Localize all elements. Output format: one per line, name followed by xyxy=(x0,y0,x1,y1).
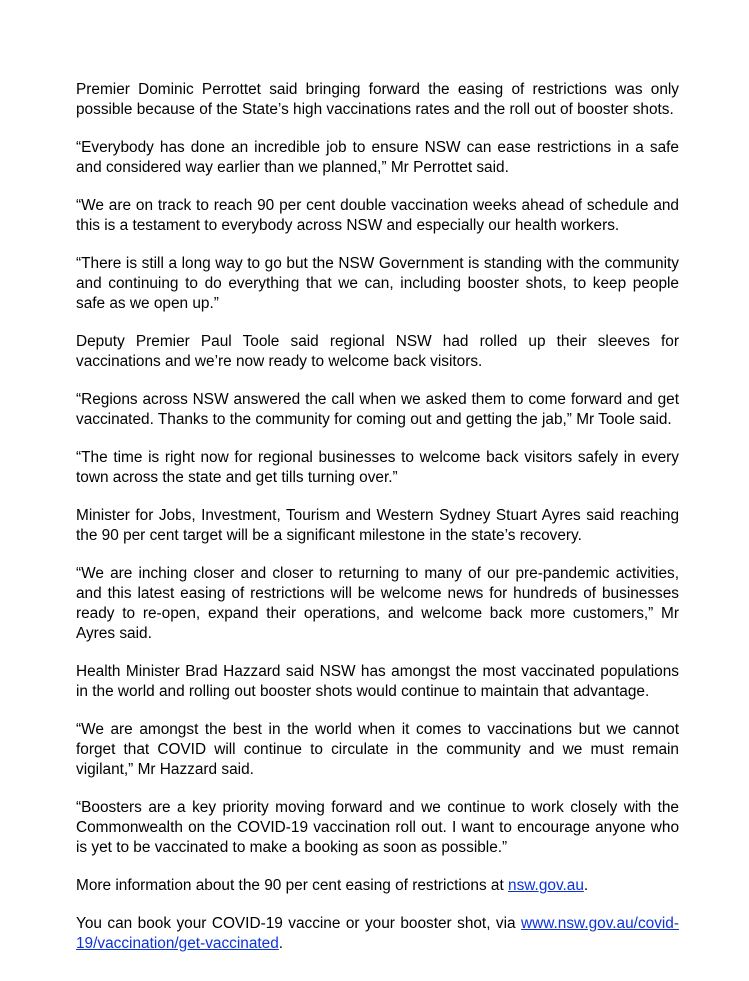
get-vaccinated-link[interactable]: www.nsw.gov.au/covid-19/vaccination/get-vaccinated xyxy=(76,915,679,952)
paragraph-3: “We are on track to reach 90 per cent double vaccination weeks ahead of schedule and this is a testament to everybody across NSW and especially our health workers. xyxy=(76,197,679,234)
booking-suffix: . xyxy=(278,935,284,952)
paragraph-2: “Everybody has done an incredible job to ensure NSW can ease restrictions in a safe and considered way earlier than we planned,” Mr Perrottet said. xyxy=(76,139,679,176)
booking-text: You can book your COVID-19 vaccine or your booster shot, via xyxy=(76,915,522,932)
document-body xyxy=(76,80,679,972)
more-info-suffix: . xyxy=(583,877,589,894)
paragraph-4: “There is still a long way to go but the NSW Government is standing with the community and continuing to do everything that we can, including booster shots, to keep people safe as we open up.” xyxy=(76,255,679,312)
paragraph-8: Minister for Jobs, Investment, Tourism and Western Sydney Stuart Ayres said reaching the 90 per cent target will be a significant milestone in the state’s recovery. xyxy=(76,507,679,544)
more-info-paragraph xyxy=(76,876,679,896)
paragraph-11: “We are amongst the best in the world when it comes to vaccinations but we cannot forget that COVID will continue to circulate in the community and we must remain vigilant,” Mr Hazzard said. xyxy=(76,721,679,778)
paragraph-9: “We are inching closer and closer to returning to many of our pre-pandemic activities, and this latest easing of restrictions will be welcome news for hundreds of businesses ready to re-open, expand their operations, and welcome back more customers,” Mr Ayres said. xyxy=(76,565,679,642)
more-info-text: More information about the 90 per cent easing of restrictions at xyxy=(76,877,509,894)
paragraph-1: Premier Dominic Perrottet said bringing forward the easing of restrictions was only possible because of the State’s high vaccinations rates and the roll out of booster shots. xyxy=(76,81,679,118)
paragraph-6: “Regions across NSW answered the call when we asked them to come forward and get vaccinated. Thanks to the community for coming out and getting the jab,” Mr Toole said. xyxy=(76,391,679,428)
paragraph-10: Health Minister Brad Hazzard said NSW has amongst the most vaccinated populations in the world and rolling out booster shots would continue to maintain that advantage. xyxy=(76,663,679,700)
nsw-gov-link[interactable]: nsw.gov.au xyxy=(508,877,584,894)
booking-paragraph xyxy=(76,914,679,954)
paragraph-5: Deputy Premier Paul Toole said regional NSW had rolled up their sleeves for vaccinations and we’re now ready to welcome back visitors. xyxy=(76,333,679,370)
paragraph-7: “The time is right now for regional businesses to welcome back visitors safely in every town across the state and get tills turning over.” xyxy=(76,449,679,486)
paragraph-12: “Boosters are a key priority moving forward and we continue to work closely with the Commonwealth on the COVID-19 vaccination roll out. I want to encourage anyone who is yet to be vaccinated to make a booking as soon as possible.” xyxy=(76,799,679,856)
